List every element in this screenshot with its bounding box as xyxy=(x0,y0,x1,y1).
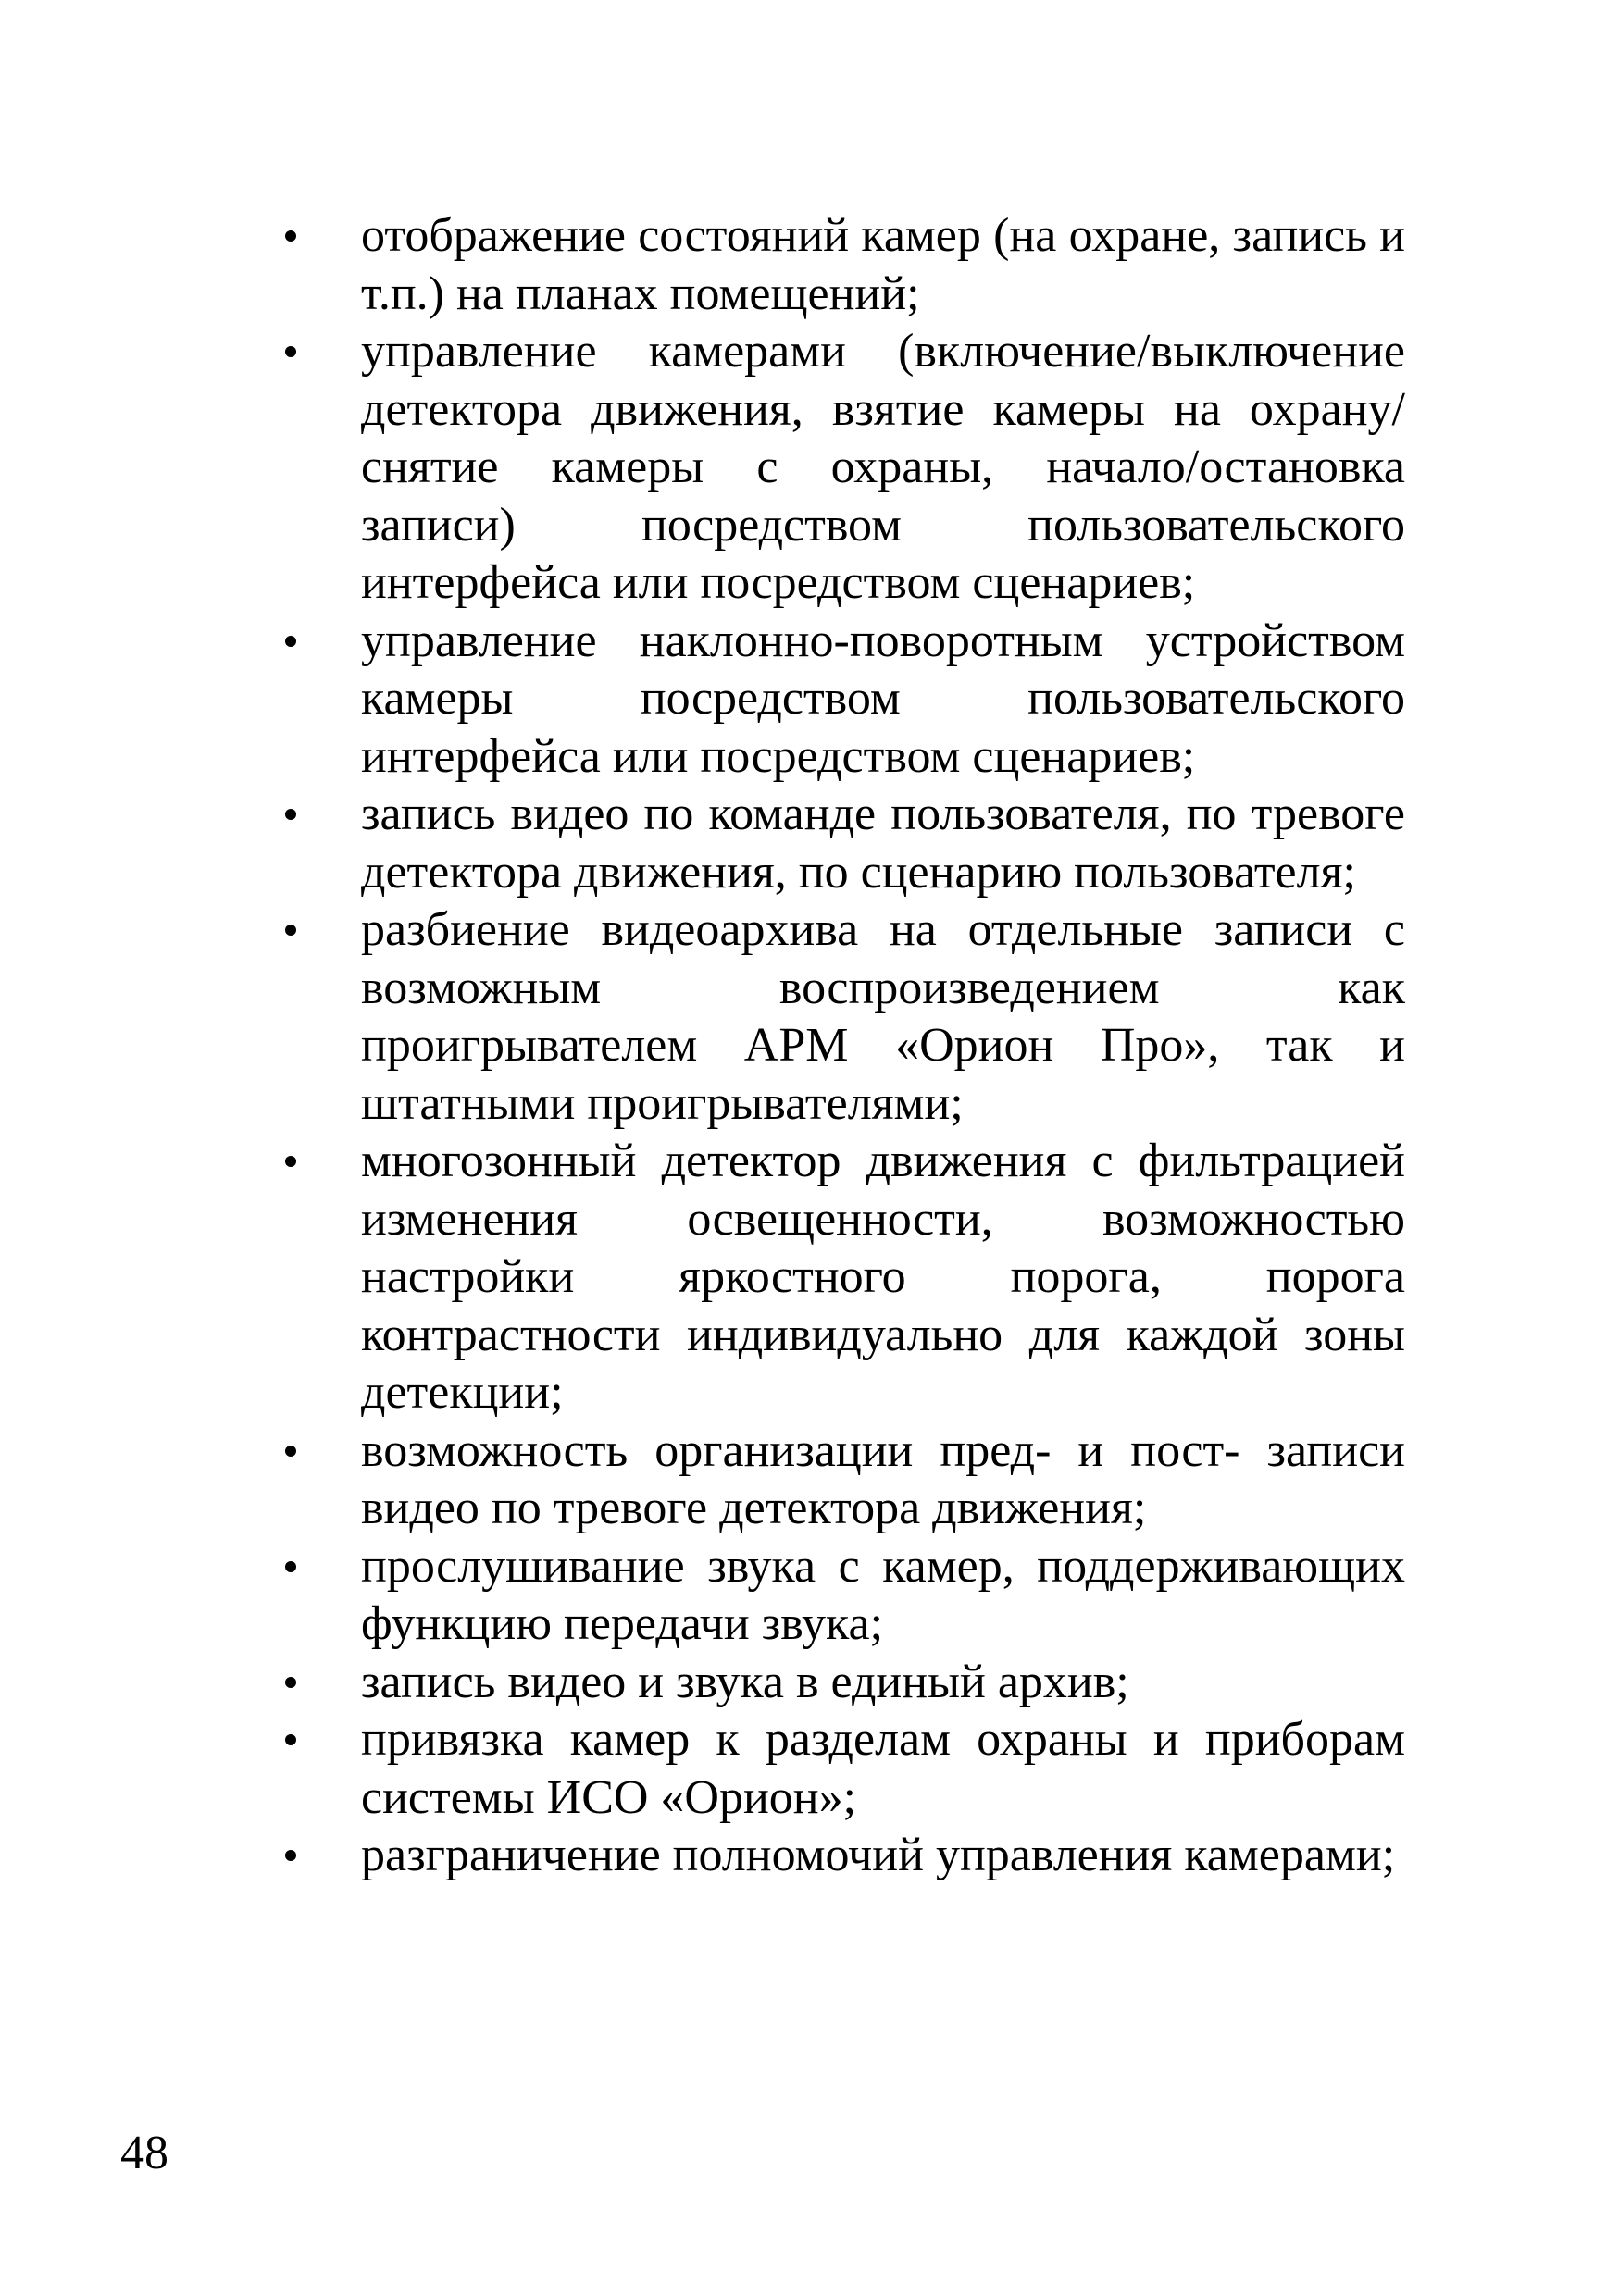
list-item xyxy=(361,1827,1405,1885)
list-item xyxy=(361,1538,1405,1654)
bullet-icon xyxy=(285,346,296,357)
bullet-icon xyxy=(285,1156,296,1167)
list-item xyxy=(361,1133,1405,1422)
list-item-text: разграничение полномочий управления камерами; xyxy=(361,1829,1396,1881)
page-number: 48 xyxy=(120,2127,168,2179)
list-item-text: запись видео и звука в единый архив; xyxy=(361,1655,1129,1708)
bullet-icon xyxy=(285,636,296,647)
list-item xyxy=(361,207,1405,323)
list-item-text: возможность организации пред- и пост- записи видео по тревоге детектора движения; xyxy=(361,1423,1405,1534)
bullet-icon xyxy=(285,230,296,242)
list-item xyxy=(361,1422,1405,1538)
bullet-icon xyxy=(285,809,296,820)
bullet-icon xyxy=(285,925,296,936)
list-item-text: привязка камер к разделам охраны и приборам системы ИСО «Орион»; xyxy=(361,1713,1405,1824)
feature-list xyxy=(0,207,1619,1885)
list-item xyxy=(361,1711,1405,1827)
bullet-icon xyxy=(285,1850,296,1861)
list-item-text: запись видео по команде пользователя, по тревоге детектора движения, по сценарию пользователя; xyxy=(361,788,1405,899)
page-body xyxy=(0,207,1619,1885)
list-item xyxy=(361,1654,1405,1712)
list-item-text: отображение состояний камер (на охране, запись и т.п.) на планах помещений; xyxy=(361,209,1405,320)
bullet-icon xyxy=(285,1446,296,1457)
list-item-text: разбиение видеоархива на отдельные записи с возможным воспроизведением как проигрывателем АРМ «Орион Про», так и штатными проигрывателями; xyxy=(361,903,1405,1130)
list-item xyxy=(361,323,1405,613)
bullet-icon xyxy=(285,1734,296,1745)
bullet-icon xyxy=(285,1561,296,1572)
list-item-text: многозонный детектор движения с фильтрацией изменения освещенности, возможностью настройки яркостного порога, порога контрастности индивидуально для каждой зоны детекции; xyxy=(361,1135,1405,1419)
list-item-text: управление камерами (включение/выключение детектора движения, взятие камеры на охрану/снятие камеры с охраны, начало/остановка записи) посредством пользовательского интерфейса или посредством сценариев; xyxy=(361,325,1405,609)
list-item xyxy=(361,901,1405,1133)
list-item-text: прослушивание звука с камер, поддерживающих функцию передачи звука; xyxy=(361,1539,1405,1650)
list-item xyxy=(361,613,1405,787)
bullet-icon xyxy=(285,1677,296,1688)
list-item-text: управление наклонно-поворотным устройством камеры посредством пользовательского интерфейса или посредством сценариев; xyxy=(361,614,1405,783)
list-item xyxy=(361,786,1405,901)
